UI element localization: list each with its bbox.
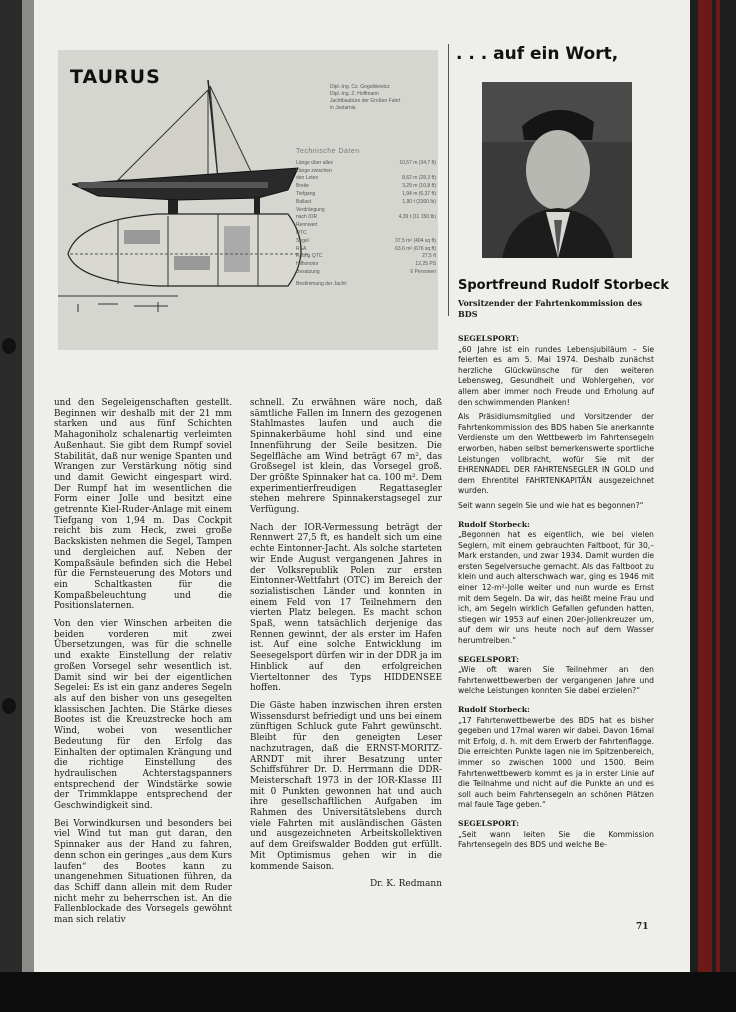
technical-data-label: Besatzung (296, 268, 320, 275)
article-author: Dr. K. Redmann (369, 879, 442, 890)
technical-data-rows (296, 160, 436, 277)
column-divider (448, 44, 449, 316)
technical-data-label: Rennwert (296, 222, 318, 229)
book-spine (0, 0, 22, 1012)
profile-subtitle: Vorsitzender der Fahrtenkommission des BDS (458, 298, 643, 319)
technical-data-value: 4,39 t (11 150 lb) (398, 214, 436, 221)
technical-data-row (296, 269, 436, 277)
technical-data-value: 6 Personen (410, 268, 436, 275)
technical-data-label: Breite (296, 183, 310, 190)
technical-data-row (296, 222, 436, 230)
paragraph: Die Gäste haben inzwischen ihren ersten Wissensdurst befriedigt und uns bei einem zünftigen Schluck gute Fahrt gewünscht. Bleibt für den geneigten Leser nachzutragen, daß die ERNST-MORITZ-ARNDT mit ihrer Besatzung unter Schiffsführer Dr. D. Herrmann die DDR-Meisterschaft 1973 in der IOR-Klasse III mit 0 Punkten gewonnen hat und auch ihre gesellschaftlichen Aufgaben im Rahmen des Universitätslebens durch viele Fahrten mit ausländischen Gästen und ausgezeichneten Arbeitskollektiven auf dem Greifswalder Bodden gut erfüllt. Mit Optimismus gehen wir in die kommende Saison. (250, 700, 442, 872)
technical-data-value: 8,62 m (28,3 ft) (402, 175, 436, 182)
technical-data-value: 27,5 ft (422, 253, 436, 260)
technical-data-label: den Loten (296, 175, 319, 182)
interview-paragraph: „Wie oft waren Sie Teilnehmer an den Fahrtenwettbewerben der vergangenen Jahre und welche Leistungen konnten Sie dabei erzielen?“ (458, 665, 654, 696)
technical-data-label: Ballast (296, 198, 312, 205)
technical-data-row (296, 168, 436, 176)
technical-data-label: Segel (296, 237, 309, 244)
credit-line: Jachtbaubüro der Großen Fahrt (330, 98, 401, 104)
technical-data-row (296, 207, 436, 215)
technical-data-row (296, 238, 436, 246)
technical-data-value: 63,6 m² (676 sq ft) (395, 245, 436, 252)
technical-data-row (296, 253, 436, 261)
technical-data-value: 37,5 m² (404 sq ft) (395, 237, 436, 244)
interview-paragraph: „60 Jahre ist ein rundes Lebensjubiläum – Sie feierten es am 5. Mai 1974. Deshalb zunächst herzliche Glückwünsche für den weiteren Lebensweg, Gesundheit und Wohlergehen, vor allem aber immer noch Freude und Erholung auf den schwimmenden Planken! (458, 344, 654, 407)
article-column-1 (54, 398, 232, 933)
interview-paragraph: „Seit wann leiten Sie die Kommission Fahrtensegeln des BDS und welche Be- (458, 829, 654, 850)
technical-data-label: Rating QTC (296, 253, 323, 260)
paragraph: Nach der IOR-Vermessung beträgt der Rennwert 27,5 ft, es handelt sich um eine echte Eintonner-Jacht. Als solche starteten wir Ende August vergangenen Jahres in der Volksrepublik Polen zur ersten Eintonner-Wettfahrt (OTC) im Bereich der sozialistischen Länder und konnten in einem Feld von 17 Teilnehmern den vierten Platz belegen. Es macht schon Spaß, wenn tatsächlich derjenige das Rennen gewinnt, der als erster im Hafen ist. Auf eine solche Entwicklung im Seesegelsport dürfen wir in der DDR ja im Hinblick auf den erfolgreichen Vierteltonner des Typs HIDDENSEE hoffen. (250, 522, 442, 694)
technical-data-row (296, 230, 436, 238)
technical-data-row (296, 261, 436, 269)
binder-hole-top (2, 338, 16, 354)
technical-data-label: Länge zwischen (296, 167, 332, 174)
technical-data-label: QTC (296, 229, 307, 236)
interview-speaker: SEGELSPORT: (458, 334, 520, 343)
credit-line: in Jastarnia (330, 105, 356, 111)
profile-name: Sportfreund Rudolf Storbeck (458, 278, 669, 293)
technical-data-value: 10,57 m (34,7 ft) (399, 159, 436, 166)
drawing-title: TAURUS (70, 66, 161, 88)
paragraph: schnell. Zu erwähnen wäre noch, daß sämtliche Fallen im Innern des gezogenen Stahlmastes laufen und auch die Spinnakerbäume hohl sind und eine Innenführung der Seile besitzen. Die Segelfläche am Wind beträgt 67 m², das Großsegel ist klein, das Vorsegel groß. Der größte Spinnaker hat ca. 100 m². Dem experimentierfreudigen Regattasegler stehen mehrere Spinnakerstagsegel zur Verfügung. (250, 398, 442, 516)
technical-data-title: Technische Daten (296, 148, 360, 155)
technical-data-value: 1,94 m (6,37 ft) (402, 190, 436, 197)
interview-speaker: Rudolf Storbeck: (458, 705, 530, 714)
technical-data-row (296, 175, 436, 183)
technical-data-value: 3,29 m (10,8 ft) (402, 183, 436, 190)
technical-data-row (296, 183, 436, 191)
drawing-credits (330, 84, 440, 112)
technical-data-value: 1,90 t (3300 lb) (402, 198, 436, 205)
interview-speaker: SEGELSPORT: (458, 654, 520, 664)
binder-hole-bottom (2, 698, 16, 714)
book-cover-edge (690, 0, 736, 1012)
interview-paragraph: „17 Fahrtenwettbewerbe des BDS hat es bisher gegeben und 17mal waren wir dabei. Davon 16mal mit Erfolg, d. h. mit dem Erwerb der Fahrtenflagge. Die erreichten Punkte lagen nie im Spitzenbereich, immer so zwischen 1000 und 1500. Beim Fahrtenwettbewerb kommt es ja in erster Linie auf die Teilnahme und nicht auf die Punkte an und es soll auch beim Fahrtensegeln an schönen Plätzen mal faule Tage geben.“ (458, 715, 654, 810)
interview-paragraph: Seit wann segeln Sie und wie hat es begonnen?“ (458, 500, 644, 510)
technical-data-row (296, 160, 436, 168)
portrait-photo (482, 82, 632, 258)
article-column-2 (250, 398, 442, 890)
technical-data-note: Bestimmung der Jacht: (296, 280, 348, 287)
paragraph: und den Segeleigenschaften gestellt. Beginnen wir deshalb mit der 21 mm starken und aus fünf Schichten Mahagoniholz schalenartig verleimten Außenhaut. Sie gibt dem Rumpf soviel Stabilität, daß nur wenige Spanten und Wrangen zur Verstärkung nötig sind und damit Gewicht eingespart wird. Der Rumpf hat im wesentlichen die Form einer Jolle und besitzt eine getrennte Kiel-Ruder-Anlage mit einem Tiefgang von 1,94 m. Das Cockpit reicht bis zum Heck, zwei große Backskisten nehmen die Segel, Tampen und dergleichen auf. Neben der Kompaßsäule befinden sich die Hebel für die Fernsteuerung des Motors und ein Schaltkasten für die Kompaßbeleuchtung und die Positionslaternen. (54, 398, 232, 612)
technical-data-label: Tiefgang (296, 190, 316, 197)
technical-data-value: 12,25 PS (415, 261, 436, 268)
column-header: . . . auf ein Wort, (456, 44, 619, 64)
technical-data-row (296, 199, 436, 207)
technical-data (296, 148, 436, 289)
technical-data-row (296, 191, 436, 199)
technical-data-label: RSA (296, 245, 307, 252)
interview-speaker: Rudolf Storbeck: (458, 519, 530, 529)
technical-data-label: Länge über alles (296, 159, 333, 166)
portrait-illustration (482, 82, 632, 258)
scan-background (0, 972, 736, 1012)
technical-data-label: Verdrängung (296, 206, 325, 213)
interview-speaker: SEGELSPORT: (458, 818, 520, 828)
technical-data-row (296, 214, 436, 222)
credit-line: Dipl.-Ing. Z. Hoffmann (330, 91, 379, 97)
page-number: 71 (636, 922, 649, 932)
technical-data-label: Hilfsmotor (296, 261, 319, 268)
paragraph: Von den vier Winschen arbeiten die beiden vorderen mit zwei Übersetzungen, was für die schnelle und exakte Einstellung der relativ großen Vorsegel sehr wesentlich ist. Damit sind wir bei der eigentlichen Segelei: Es ist ein ganz anderes Segeln als auf den bisher von uns gesegelten klassischen Jachten. Die Stärke dieses Bootes ist die Kreuzstrecke hoch am Wind, wobei von wesentlicher Bedeutung für den Erfolg das Einhalten der optimalen Krängung und die richtige Einstellung des hydraulischen Achterstagspanners entsprechend der Windstärke sowie der Trimmklappe entsprechend der Geschwindigkeit sind. (54, 619, 232, 812)
interview-paragraph: Als Präsidiumsmitglied und Vorsitzender der Fahrtenkommission des BDS haben Sie anerkannte Verdienste um den Wettbewerb im Fahrtensegeln erworben, haben selbst bemerkenswerte sportliche Leistungen vollbracht, wofür Sie mit der EHRENNADEL DER FAHRTENSEGLER IN GOLD und dem Ehrentitel FAHRTENKAPITÄN ausgezeichnet wurden. (458, 412, 654, 496)
paragraph: Bei Vorwindkursen und besonders bei viel Wind tut man gut daran, den Spinnaker aus der Hand zu fahren, denn schon ein geringes „aus dem Kurs laufen“ des Bootes kann zu unangenehmen Situationen führen, da das Schiff dann allein mit dem Ruder nicht mehr zu beherrschen ist. An die Fallenblockade des Vorsegels gewöhnt man sich relativ (54, 818, 232, 926)
book-gutter (22, 0, 34, 1012)
interview-column (458, 326, 654, 855)
technical-data-label: nach IOR (296, 214, 318, 221)
credit-line: Dipl.-Ing. Cz. Gogolkiewicz (330, 84, 390, 90)
interview-paragraph: „Begonnen hat es eigentlich, wie bei vielen Seglern, mit einem gebrauchten Faltboot, für 30,– Mark erstanden, und zwar 1934. Damit wurden die ersten Segelversuche gemacht. Als das Faltboot zu klein und auch alterschwach war, ging es 1946 mit einer 12-m²-Jolle weiter und nun wurde es Ernst mit dem Segeln. Da wir, das heißt meine Frau und ich, am Segeln wirklich Gefallen gefunden hatten, stiegen wir 1953 auf einen 20er-Jollenkreuzer um, auf dem wir uns heute noch auf dem Wasser herumtreiben.“ (458, 530, 654, 646)
technical-data-row (296, 246, 436, 254)
